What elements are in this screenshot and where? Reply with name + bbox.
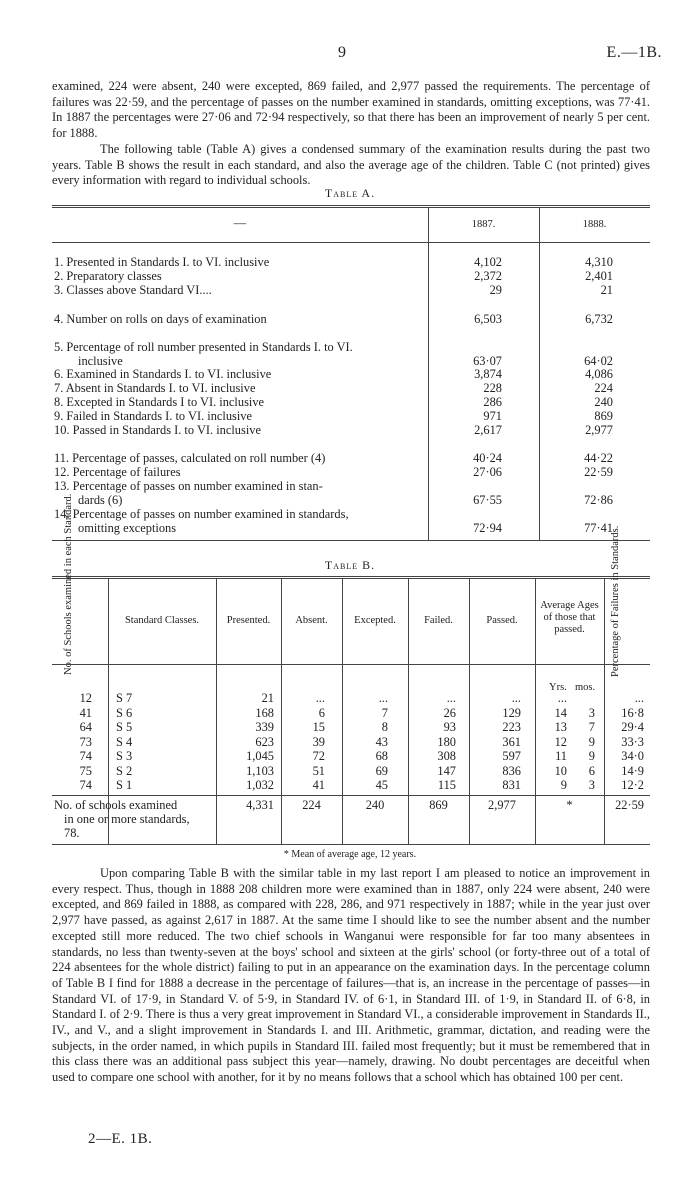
table-a-value-1888: 6,732 bbox=[585, 312, 613, 326]
table-a-value-1887: 2,617 bbox=[474, 423, 502, 437]
table-a-value-1887: 27·06 bbox=[473, 465, 502, 479]
table-a-row-label: 12. Percentage of failures bbox=[54, 465, 181, 479]
standard-class: S 6 bbox=[116, 705, 133, 720]
age-years: 9 bbox=[560, 778, 567, 792]
page-number: 9 bbox=[338, 44, 346, 61]
table-b-header-excepted: Excepted. bbox=[354, 615, 396, 626]
age-months: 7 bbox=[588, 720, 595, 734]
age-years: 14 bbox=[554, 705, 567, 720]
failure-percentage: 14·9 bbox=[621, 763, 644, 778]
table-a-value-1888: 77·41 bbox=[584, 521, 613, 535]
failed-count: 147 bbox=[437, 763, 456, 778]
schools-count: 12 bbox=[79, 691, 92, 705]
age-years: ... bbox=[557, 691, 567, 705]
standard-class: S 7 bbox=[116, 691, 133, 705]
table-a-value-1888: 64·02 bbox=[584, 354, 613, 368]
standard-class: S 4 bbox=[116, 734, 133, 749]
absent-count: 6 bbox=[318, 705, 325, 720]
total-passed: 2,977 bbox=[488, 798, 516, 812]
table-a-row-label-continued: inclusive bbox=[78, 354, 123, 368]
presented-count: 1,045 bbox=[246, 749, 274, 763]
table-a-value-1887: 3,874 bbox=[474, 367, 502, 381]
table-a-value-1888: 21 bbox=[600, 283, 613, 297]
schools-count: 75 bbox=[79, 763, 92, 778]
table-a-row-label-continued: omitting exceptions bbox=[78, 521, 177, 535]
failed-count: 26 bbox=[443, 705, 456, 720]
intro-paragraph-1: examined, 224 were absent, 240 were excepted, 869 failed, and 2,977 passed the requirements. The percentage of failures was 22·59, and the percentage of passes on the number examined in standards, omitting exceptions, was 77·41. In 1887 the percentages were 27·06 and 72·94 respectively, so that there has been an improvement of nearly 5 per cent. for 1888. bbox=[52, 79, 650, 141]
table-b-header-ages: Average Ages of those that passed. bbox=[540, 600, 599, 635]
failed-count: 180 bbox=[437, 734, 456, 749]
absent-count: 39 bbox=[312, 734, 325, 749]
standard-class: S 5 bbox=[116, 720, 133, 734]
table-b-header-percentage: Percentage of Failures in Standards. bbox=[610, 525, 621, 677]
absent-count: 15 bbox=[312, 720, 325, 734]
table-a-value-1887: 67·55 bbox=[473, 493, 502, 507]
table-a-row-label: 5. Percentage of roll number presented in Standards I. to VI. bbox=[54, 340, 353, 354]
table-a-header-blank: — bbox=[233, 216, 247, 230]
closing-paragraph: Upon comparing Table B with the similar table in my last report I am pleased to notice an improvement in every respect. Thus, though in 1888 208 children more were examined than in 1887, only 224 were absent, 240 were excepted, and 869 failed in 1888, as compared with 228, 286, and 971 respectively in 1887; while in the year just over 2,977 have passed, as against 2,617 in 1887. At the same time I should like to see the number absent and the number excepted still more reduced. The two chief schools in Wanganui were responsible for far too many absentees in standards, no less than twenty-seven at the boys' school and sixteen at the girls' school (or forty-three out of a total of 224 absentees for the whole district) failing to put in an appearance on the examination days. In the percentage column of Table B I find for 1888 a decrease in the percentage of failures—that is, an increase in the percentage of passes—in Standard VI. of 17·9, in Standard V. of 5·9, in Standard IV. of 6·1, in Standard III. of 1·9, in Standard II. of 6·8, in Standard I. of 2·9. There is thus a very great improvement in Standard VI., a considerable improvement in Standards II., IV., and V., and a slight improvement in Standards I. and III. Arithmetic, grammar, dictation, and reading were the subjects, in the order named, in which pupils in Standard III. failed most frequently; but it must be remembered that in this class there was an additional pass subject this year—namely, drawing. No doubt percentages are deceitful when used to compare one school with another, for it by no means follows that a school which has obtained 100 per cent. bbox=[52, 866, 650, 1085]
presented-count: 168 bbox=[255, 705, 274, 720]
age-months: 9 bbox=[588, 734, 595, 749]
passed-count: 836 bbox=[502, 763, 521, 778]
table-a-value-1888: 22·59 bbox=[584, 465, 613, 479]
passed-count: 129 bbox=[502, 705, 521, 720]
table-a-value-1888: 2,977 bbox=[585, 423, 613, 437]
failure-percentage: ... bbox=[634, 691, 644, 705]
total-label-line-2: in one or more standards, bbox=[64, 812, 190, 826]
table-a-value-1887: 971 bbox=[483, 409, 502, 423]
passed-count: 223 bbox=[502, 720, 521, 734]
table-a-value-1887: 2,372 bbox=[474, 269, 502, 283]
failed-count: 93 bbox=[443, 720, 456, 734]
table-b-title: Table B. bbox=[324, 558, 376, 572]
schools-count: 73 bbox=[79, 734, 92, 749]
presented-count: 339 bbox=[255, 720, 274, 734]
table-b-footnote: * Mean of average age, 12 years. bbox=[283, 849, 417, 860]
table-a-row-label-continued: dards (6) bbox=[78, 493, 123, 507]
total-failed: 869 bbox=[429, 798, 448, 812]
passed-count: 361 bbox=[502, 734, 521, 749]
total-absent: 224 bbox=[302, 798, 321, 812]
table-a-value-1888: 869 bbox=[594, 409, 613, 423]
table-a-header-1887: 1887. bbox=[471, 219, 496, 230]
excepted-count: ... bbox=[378, 691, 388, 705]
standard-class: S 2 bbox=[116, 763, 133, 778]
age-years: 10 bbox=[554, 763, 567, 778]
failure-percentage: 29·4 bbox=[621, 720, 644, 734]
failed-count: ... bbox=[446, 691, 456, 705]
failed-count: 308 bbox=[437, 749, 456, 763]
table-a-row-label: 6. Examined in Standards I. to VI. inclusive bbox=[54, 367, 272, 381]
table-a-value-1887: 29 bbox=[489, 283, 502, 297]
total-age: * bbox=[566, 798, 573, 812]
table-a-row-label: 13. Percentage of passes on number examined in stan- bbox=[54, 479, 323, 493]
table-a-value-1887: 40·24 bbox=[473, 451, 502, 465]
standard-class: S 1 bbox=[116, 778, 133, 792]
table-a-row-label: 7. Absent in Standards I. to VI. inclusive bbox=[54, 381, 256, 395]
excepted-count: 7 bbox=[381, 705, 388, 720]
table-a-row-label: 4. Number on rolls on days of examination bbox=[54, 312, 267, 326]
document-reference: E.—1B. bbox=[606, 44, 662, 61]
table-a-value-1888: 4,310 bbox=[585, 255, 613, 269]
standard-class: S 3 bbox=[116, 749, 133, 763]
age-months-unit: mos. bbox=[575, 682, 596, 693]
failure-percentage: 34·0 bbox=[621, 749, 644, 763]
table-b-header-presented: Presented. bbox=[226, 615, 271, 626]
table-a-value-1887: 6,503 bbox=[474, 312, 502, 326]
excepted-count: 8 bbox=[381, 720, 388, 734]
passed-count: 597 bbox=[502, 749, 521, 763]
passed-count: 831 bbox=[502, 778, 521, 792]
absent-count: 51 bbox=[312, 763, 325, 778]
schools-count: 74 bbox=[79, 749, 92, 763]
total-percentage: 22·59 bbox=[615, 798, 644, 812]
table-a-value-1887: 63·07 bbox=[473, 354, 502, 368]
table-a-value-1888: 44·22 bbox=[584, 451, 613, 465]
table-a-value-1887: 4,102 bbox=[474, 255, 502, 269]
presented-count: 21 bbox=[261, 691, 274, 705]
absent-count: ... bbox=[315, 691, 325, 705]
table-a-header-1888: 1888. bbox=[582, 219, 607, 230]
table-a-value-1887: 72·94 bbox=[473, 521, 502, 535]
age-months: 6 bbox=[588, 763, 595, 778]
excepted-count: 68 bbox=[375, 749, 388, 763]
excepted-count: 43 bbox=[375, 734, 388, 749]
excepted-count: 69 bbox=[375, 763, 388, 778]
table-a-row-label: 9. Failed in Standards I. to VI. inclusive bbox=[54, 409, 252, 423]
age-years: 13 bbox=[554, 720, 567, 734]
presented-count: 623 bbox=[255, 734, 274, 749]
passed-count: ... bbox=[511, 691, 521, 705]
table-a-value-1887: 228 bbox=[483, 381, 502, 395]
total-label-line-1: No. of schools examined bbox=[54, 798, 178, 812]
age-months: 3 bbox=[588, 778, 595, 792]
failure-percentage: 16·8 bbox=[621, 705, 644, 720]
table-b-header-failed: Failed. bbox=[424, 615, 453, 626]
total-excepted: 240 bbox=[365, 798, 385, 812]
table-a-row-label: 11. Percentage of passes, calculated on roll number (4) bbox=[54, 451, 326, 465]
table-a-row-label: 1. Presented in Standards I. to VI. inclusive bbox=[54, 255, 270, 269]
age-months: 9 bbox=[588, 749, 595, 763]
table-a-value-1888: 224 bbox=[594, 381, 613, 395]
intro-paragraph-2: The following table (Table A) gives a condensed summary of the examination results during the past two years. Table B shows the result in each standard, and also the average age of the children. Table C (not printed) gives every information with regard to individual schools. bbox=[52, 142, 650, 188]
age-years-unit: Yrs. bbox=[549, 682, 567, 693]
table-b-header-classes: Standard Classes. bbox=[124, 615, 200, 626]
table-a-value-1887: 286 bbox=[483, 395, 502, 409]
table-a-row-label: 14. Percentage of passes on number examined in standards, bbox=[54, 507, 349, 521]
failed-count: 115 bbox=[437, 778, 456, 792]
age-years: 12 bbox=[554, 734, 567, 749]
table-b-header-absent: Absent. bbox=[295, 615, 328, 626]
excepted-count: 45 bbox=[375, 778, 388, 792]
absent-count: 72 bbox=[312, 749, 325, 763]
age-months: 3 bbox=[588, 705, 595, 720]
table-a-value-1888: 2,401 bbox=[585, 269, 613, 283]
table-a-row-label: 10. Passed in Standards I. to VI. inclusive bbox=[54, 423, 261, 437]
presented-count: 1,032 bbox=[246, 778, 274, 792]
table-b-header-passed: Passed. bbox=[486, 615, 518, 626]
age-years: 11 bbox=[555, 749, 567, 763]
presented-count: 1,103 bbox=[246, 763, 274, 778]
schools-count: 74 bbox=[79, 778, 92, 792]
table-a-value-1888: 4,086 bbox=[585, 367, 613, 381]
total-label-line-3: 78. bbox=[64, 826, 80, 840]
table-b-header-schools: No. of Schools examined in each Standard. bbox=[63, 493, 74, 675]
failure-percentage: 12·2 bbox=[621, 778, 644, 792]
schools-count: 64 bbox=[79, 720, 92, 734]
table-a-row-label: 3. Classes above Standard VI.... bbox=[54, 283, 212, 297]
table-a-value-1888: 240 bbox=[594, 395, 613, 409]
table-a-title: Table A. bbox=[324, 186, 376, 200]
signature-reference: 2—E. 1B. bbox=[88, 1131, 153, 1147]
table-a-row-label: 2. Preparatory classes bbox=[54, 269, 162, 283]
absent-count: 41 bbox=[312, 778, 325, 792]
failure-percentage: 33·3 bbox=[621, 734, 644, 749]
schools-count: 41 bbox=[79, 705, 92, 720]
total-presented: 4,331 bbox=[246, 798, 274, 812]
table-a-row-label: 8. Excepted in Standards I to VI. inclusive bbox=[54, 395, 265, 409]
table-a-value-1888: 72·86 bbox=[584, 493, 613, 507]
